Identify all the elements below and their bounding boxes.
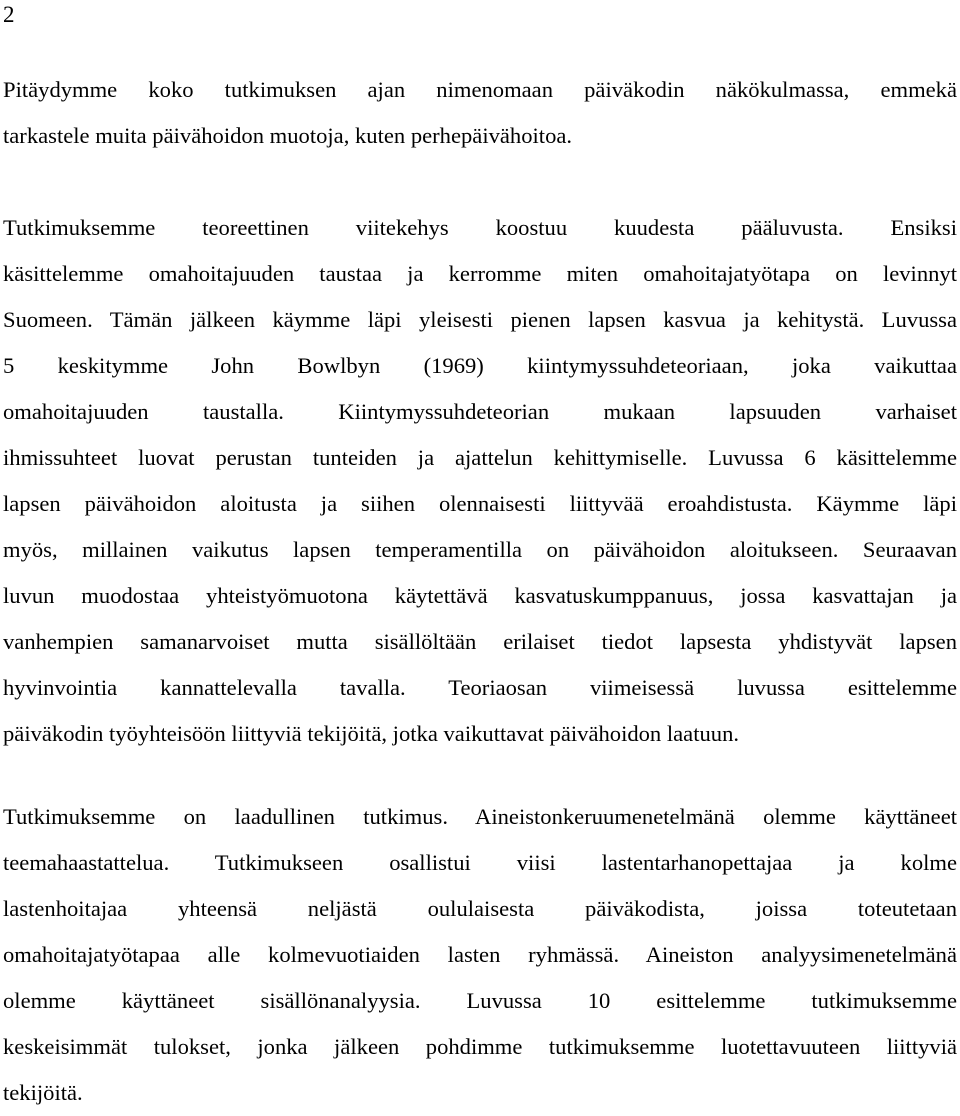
text-line: vanhempien samanarvoiset mutta sisällöltään erilaiset tiedot lapsesta yhdistyvät lapsen	[3, 629, 957, 654]
text-line: teemahaastattelua. Tutkimukseen osallistui viisi lastentarhanopettajaa ja kolme	[3, 850, 957, 875]
text-line: 5 keskitymme John Bowlbyn (1969) kiintymyssuhdeteoriaan, joka vaikuttaa	[3, 353, 957, 378]
paragraph-scope	[3, 67, 957, 159]
text-line: lastenhoitajaa yhteensä neljästä oululaisesta päiväkodista, joissa toteutetaan	[3, 896, 957, 921]
text-line: omahoitajatyötapaa alle kolmevuotiaiden lasten ryhmässä. Aineiston analyysimenetelmänä	[3, 942, 957, 967]
text-line: Pitäydymme koko tutkimuksen ajan nimenomaan päiväkodin näkökulmassa, emmekä	[3, 77, 957, 102]
text-line: olemme käyttäneet sisällönanalyysia. Luvussa 10 esittelemme tutkimuksemme	[3, 988, 957, 1013]
text-line: hyvinvointia kannattelevalla tavalla. Teoriaosan viimeisessä luvussa esittelemme	[3, 675, 957, 700]
text-line: käsittelemme omahoitajuuden taustaa ja kerromme miten omahoitajatyötapa on levinnyt	[3, 261, 957, 286]
text-line: lapsen päivähoidon aloitusta ja siihen olennaisesti liittyvää eroahdistusta. Käymme läpi	[3, 491, 957, 516]
text-line: Suomeen. Tämän jälkeen käymme läpi yleisesti pienen lapsen kasvua ja kehitystä. Luvussa	[3, 307, 957, 332]
page-number: 2	[3, 2, 15, 27]
paragraph-framework	[3, 205, 957, 757]
text-line: omahoitajuuden taustalla. Kiintymyssuhdeteorian mukaan lapsuuden varhaiset	[3, 399, 957, 424]
text-line: Tutkimuksemme on laadullinen tutkimus. Aineistonkeruumenetelmänä olemme käyttäneet	[3, 804, 957, 829]
text-line: päiväkodin työyhteisöön liittyviä tekijöitä, jotka vaikuttavat päivähoidon laatuun.	[3, 721, 740, 746]
text-line: Tutkimuksemme teoreettinen viitekehys koostuu kuudesta pääluvusta. Ensiksi	[3, 215, 957, 240]
text-line: tekijöitä.	[3, 1080, 83, 1105]
text-line: keskeisimmät tulokset, jonka jälkeen pohdimme tutkimuksemme luotettavuuteen liittyviä	[3, 1034, 957, 1059]
text-line: luvun muodostaa yhteistyömuotona käytettävä kasvatuskumppanuus, jossa kasvattajan ja	[3, 583, 957, 608]
text-line: myös, millainen vaikutus lapsen temperamentilla on päivähoidon aloitukseen. Seuraavan	[3, 537, 957, 562]
text-line: ihmissuhteet luovat perustan tunteiden ja ajattelun kehittymiselle. Luvussa 6 käsittelemme	[3, 445, 957, 470]
text-line: tarkastele muita päivähoidon muotoja, kuten perhepäivähoitoa.	[3, 123, 573, 148]
paragraph-methods	[3, 794, 957, 1116]
